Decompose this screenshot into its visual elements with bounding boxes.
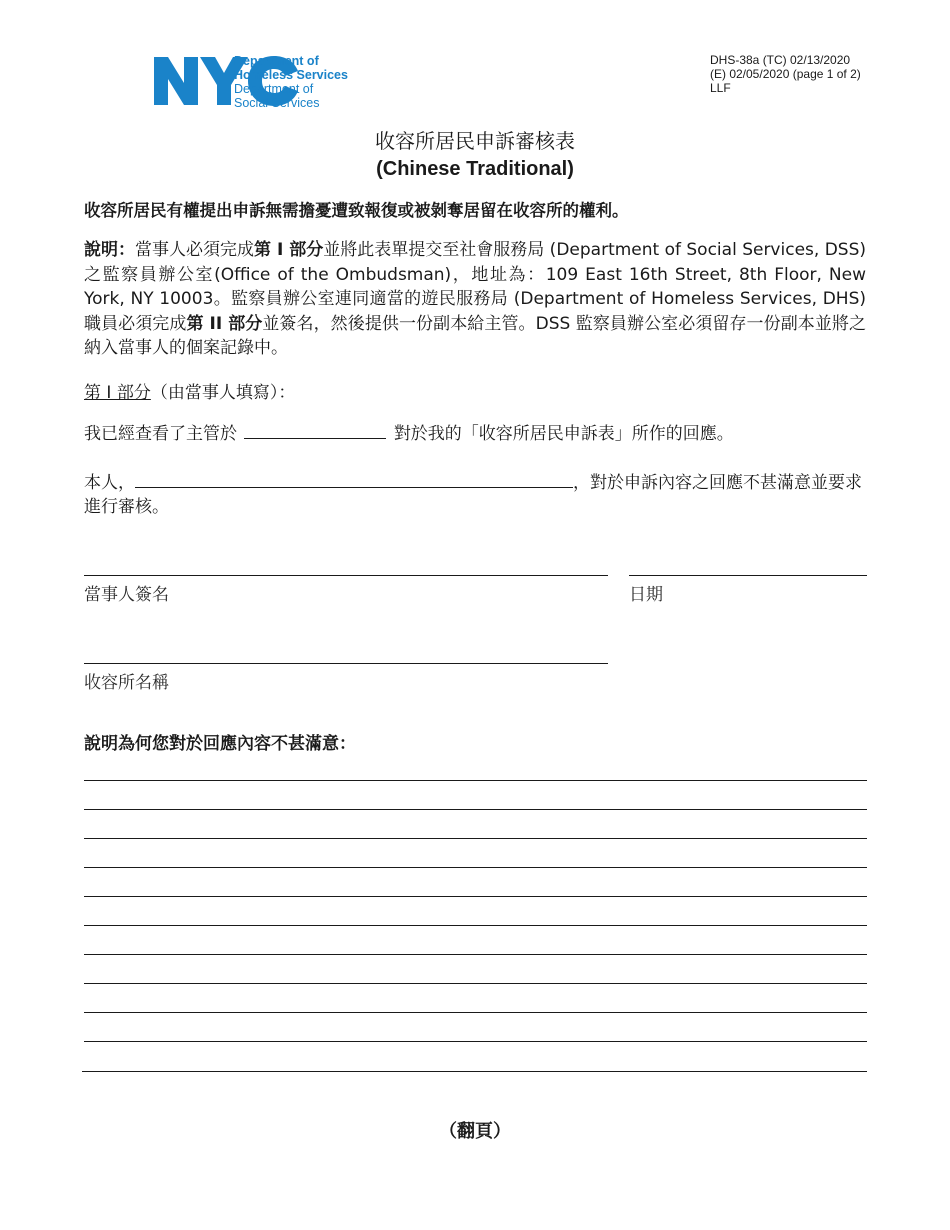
form-code-line-2: (E) 02/05/2020 (page 1 of 2) <box>710 67 861 81</box>
agency-line-4: Social Services <box>234 96 320 110</box>
reviewed-after: 對於我的「收容所居民申訴表」所作的回應。 <box>393 424 734 444</box>
explanation-line <box>84 1012 867 1013</box>
form-title: 收容所居民申訴審核表 <box>375 129 575 153</box>
client-name-field[interactable] <box>135 471 573 488</box>
explanation-line <box>84 983 867 984</box>
explanation-line <box>84 780 867 781</box>
supervisor-date-field[interactable] <box>244 422 386 439</box>
instructions-text-2: 並將此表單提交至社會服務局 (Department of Social Services, DSS) 之監察員辦公室(Office of the Ombudsman)，地址為：109 East 16th Street, 8th Floor, New York, NY 10003。監察員辦公室連同適當的遊民服務局 (Department of Homeless Services, DHS) 職員必須完成 <box>84 240 866 334</box>
agency-line-2: Homeless Services <box>234 68 348 82</box>
explanation-field[interactable] <box>84 780 867 1074</box>
signature-label: 當事人簽名 <box>84 585 169 605</box>
form-code-line-1: DHS-38a (TC) 02/13/2020 <box>710 53 851 67</box>
shelter-name-label: 收容所名稱 <box>84 673 169 693</box>
instructions-part-ii: 第 II 部分 <box>186 313 263 334</box>
iam-before: 本人， <box>84 473 135 493</box>
explanation-line <box>84 1041 867 1042</box>
rights-statement: 收容所居民有權提出申訴無需擔憂遭致報復或被剝奪居留在收容所的權利。 <box>84 201 629 220</box>
part-1-heading-rest: （由當事人填寫）： <box>150 383 296 403</box>
part-1-heading <box>84 378 295 403</box>
form-code <box>710 53 861 95</box>
signature-field[interactable] <box>84 575 608 576</box>
date-field[interactable] <box>629 575 867 576</box>
explanation-line <box>84 954 867 955</box>
form-code-line-3: LLF <box>710 81 731 95</box>
explanation-line <box>84 896 867 897</box>
reviewed-before: 我已經查看了主管於 <box>84 424 237 444</box>
date-label: 日期 <box>629 585 663 605</box>
iam-after: ，對於申訴內容之回應不甚滿意並要求進行審核。 <box>84 473 862 517</box>
instructions-label: 說明： <box>84 240 136 260</box>
reviewed-statement <box>84 419 874 444</box>
form-subtitle: (Chinese Traditional) <box>376 158 574 180</box>
part-1-heading-underlined: 第 I 部分 <box>84 383 151 403</box>
dissatisfied-statement <box>84 471 866 519</box>
instructions-text-1: 當事人必須完成 <box>135 240 255 260</box>
explain-label: 說明為何您對於回應內容不甚滿意： <box>84 734 356 754</box>
shelter-name-field[interactable] <box>84 663 608 664</box>
explanation-line <box>82 1071 867 1072</box>
explanation-line <box>84 867 867 868</box>
turn-page-note: （翻頁） <box>439 1121 511 1142</box>
agency-line-3: Department of <box>234 82 314 96</box>
explanation-line <box>84 925 867 926</box>
agency-name <box>234 54 348 110</box>
instructions-text-3: 並簽名，然後提供一份副本給主管。DSS 監察員辦公室必須留存一份副本並將之納入當事人的個案記錄中。 <box>84 313 867 358</box>
instructions-paragraph <box>84 238 866 361</box>
agency-line-1: Department of <box>234 54 319 68</box>
explanation-line <box>84 838 867 839</box>
explanation-line <box>84 809 867 810</box>
instructions-part-i: 第 I 部分 <box>254 240 324 260</box>
